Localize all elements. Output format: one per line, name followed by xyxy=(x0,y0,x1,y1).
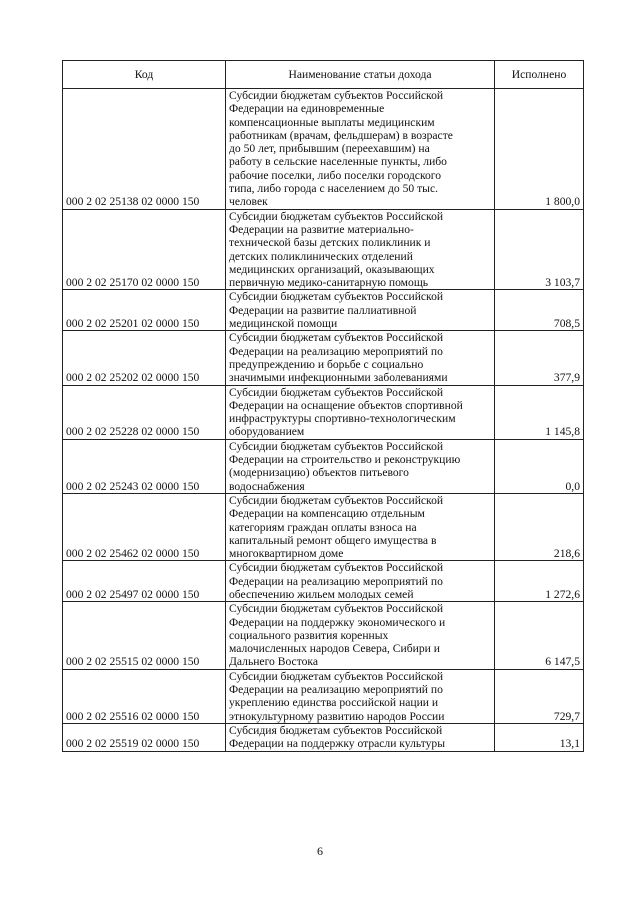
revenue-name-line: рабочие поселки, либо поселки городского xyxy=(229,168,442,182)
revenue-name-cell xyxy=(226,331,495,385)
revenue-name-line: значимыми инфекционными заболеваниями xyxy=(229,371,448,385)
revenue-name-line: Субсидия бюджетам субъектов Российской xyxy=(229,723,443,737)
revenue-name-line: малочисленных народов Севера, Сибири и xyxy=(229,642,440,656)
revenue-name-line: капитальный ремонт общего имущества в xyxy=(229,533,437,547)
revenue-name-line: Субсидии бюджетам субъектов Российской xyxy=(229,602,444,616)
revenue-name-line: многоквартирном доме xyxy=(229,547,344,561)
page-number: 6 xyxy=(317,844,323,858)
revenue-code-cell: 000 2 02 25462 02 0000 150 xyxy=(63,493,226,560)
executed-amount-cell: 1 800,0 xyxy=(495,89,584,210)
table-header-row xyxy=(63,61,584,89)
revenue-name-cell xyxy=(226,602,495,669)
revenue-name-line: до 50 лет, прибывшим (переехавшим) на xyxy=(229,142,430,156)
revenue-name-line: Федерации на единовременные xyxy=(229,102,385,116)
revenue-name-line: Субсидии бюджетам субъектов Российской xyxy=(229,561,444,575)
table-row xyxy=(63,669,584,723)
revenue-name-cell xyxy=(226,89,495,210)
revenue-name-line: Субсидии бюджетам субъектов Российской xyxy=(229,89,444,102)
executed-amount-cell: 0,0 xyxy=(495,439,584,493)
revenue-code-cell: 000 2 02 25519 02 0000 150 xyxy=(63,723,226,751)
revenue-name-line: (модернизацию) объектов питьевого xyxy=(229,466,409,480)
revenue-name-line: Субсидии бюджетам субъектов Российской xyxy=(229,385,444,399)
revenue-name-line: Субсидии бюджетам субъектов Российской xyxy=(229,439,444,453)
revenue-code-cell: 000 2 02 25201 02 0000 150 xyxy=(63,290,226,331)
table-row xyxy=(63,723,584,751)
revenue-name-line: Федерации на развитие паллиативной xyxy=(229,303,417,317)
revenue-name-line: обеспечению жильем молодых семей xyxy=(229,587,414,601)
revenue-name-line: социального развития коренных xyxy=(229,628,389,642)
revenue-name-line: Федерации на строительство и реконструкцию xyxy=(229,453,461,467)
revenue-name-line: Федерации на реализацию мероприятий по xyxy=(229,574,443,588)
revenue-name-cell xyxy=(226,209,495,290)
revenue-name-line: человек xyxy=(229,195,268,209)
header-revenue-item-name: Наименование статьи дохода xyxy=(226,61,495,89)
revenue-name-line: Федерации на поддержку экономического и xyxy=(229,615,446,629)
revenue-name-line: технической базы детских поликлиник и xyxy=(229,236,431,250)
revenue-name-cell xyxy=(226,439,495,493)
table-row xyxy=(63,89,584,210)
revenue-name-line: медицинских организаций, оказывающих xyxy=(229,262,435,276)
executed-amount-cell: 3 103,7 xyxy=(495,209,584,290)
table-row xyxy=(63,209,584,290)
header-code: Код xyxy=(63,61,226,89)
revenue-name-line: медицинской помощи xyxy=(229,317,338,331)
revenue-name-line: Федерации на реализацию мероприятий по xyxy=(229,344,443,358)
executed-amount-cell: 6 147,5 xyxy=(495,602,584,669)
executed-amount-cell: 377,9 xyxy=(495,331,584,385)
revenue-name-line: инфраструктуры спортивно-технологическим xyxy=(229,412,456,426)
revenue-name-line: Федерации на развитие материально- xyxy=(229,222,414,236)
revenue-name-cell xyxy=(226,723,495,751)
revenue-name-line: Субсидии бюджетам субъектов Российской xyxy=(229,209,444,223)
revenue-name-line: Субсидии бюджетам субъектов Российской xyxy=(229,331,444,345)
revenue-name-line: Федерации на реализацию мероприятий по xyxy=(229,683,443,697)
revenue-name-cell xyxy=(226,385,495,439)
table-row xyxy=(63,290,584,331)
revenue-code-cell: 000 2 02 25170 02 0000 150 xyxy=(63,209,226,290)
executed-amount-cell: 1 145,8 xyxy=(495,385,584,439)
revenue-name-line: Субсидии бюджетам субъектов Российской xyxy=(229,493,444,507)
executed-amount-cell: 708,5 xyxy=(495,290,584,331)
revenue-code-cell: 000 2 02 25228 02 0000 150 xyxy=(63,385,226,439)
revenue-code-cell: 000 2 02 25516 02 0000 150 xyxy=(63,669,226,723)
revenue-name-line: категориям граждан оплаты взноса на xyxy=(229,520,417,534)
executed-amount-cell: 13,1 xyxy=(495,723,584,751)
table-row xyxy=(63,602,584,669)
table-row xyxy=(63,385,584,439)
revenue-code-cell: 000 2 02 25138 02 0000 150 xyxy=(63,89,226,210)
revenue-name-line: компенсационные выплаты медицинским xyxy=(229,115,435,129)
table-row xyxy=(63,493,584,560)
revenue-name-cell xyxy=(226,290,495,331)
revenue-table xyxy=(62,60,584,752)
revenue-name-line: предупреждению и борьбе с социально xyxy=(229,357,424,371)
revenue-name-line: Федерации на компенсацию отдельным xyxy=(229,507,425,521)
revenue-code-cell: 000 2 02 25497 02 0000 150 xyxy=(63,561,226,602)
revenue-name-cell xyxy=(226,669,495,723)
revenue-name-line: укреплению единства российской нации и xyxy=(229,696,439,710)
revenue-name-line: этнокультурному развитию народов России xyxy=(229,709,445,723)
revenue-name-line: Федерации на поддержку отрасли культуры xyxy=(229,737,445,751)
revenue-name-line: Субсидии бюджетам субъектов Российской xyxy=(229,669,444,683)
executed-amount-cell: 218,6 xyxy=(495,493,584,560)
revenue-name-line: работу в сельские населенные пункты, либо xyxy=(229,155,447,169)
revenue-name-line: водоснабжения xyxy=(229,479,305,493)
revenue-code-cell: 000 2 02 25202 02 0000 150 xyxy=(63,331,226,385)
revenue-name-line: детских поликлинических отделений xyxy=(229,249,413,263)
revenue-name-cell xyxy=(226,561,495,602)
header-executed: Исполнено xyxy=(495,61,584,89)
table-body xyxy=(63,89,584,752)
revenue-name-line: типа, либо города с населением до 50 тыс. xyxy=(229,182,439,196)
revenue-name-cell xyxy=(226,493,495,560)
revenue-name-line: первичную медико-санитарную помощь xyxy=(229,276,429,290)
revenue-name-line: оборудованием xyxy=(229,425,305,439)
executed-amount-cell: 729,7 xyxy=(495,669,584,723)
revenue-name-line: Субсидии бюджетам субъектов Российской xyxy=(229,290,444,304)
revenue-code-cell: 000 2 02 25243 02 0000 150 xyxy=(63,439,226,493)
revenue-name-line: работникам (врачам, фельдшерам) в возрасте xyxy=(229,128,453,142)
revenue-name-line: Федерации на оснащение объектов спортивной xyxy=(229,398,463,412)
revenue-name-line: Дальнего Востока xyxy=(229,655,319,669)
table-row xyxy=(63,561,584,602)
executed-amount-cell: 1 272,6 xyxy=(495,561,584,602)
table-row xyxy=(63,331,584,385)
table-row xyxy=(63,439,584,493)
revenue-code-cell: 000 2 02 25515 02 0000 150 xyxy=(63,602,226,669)
